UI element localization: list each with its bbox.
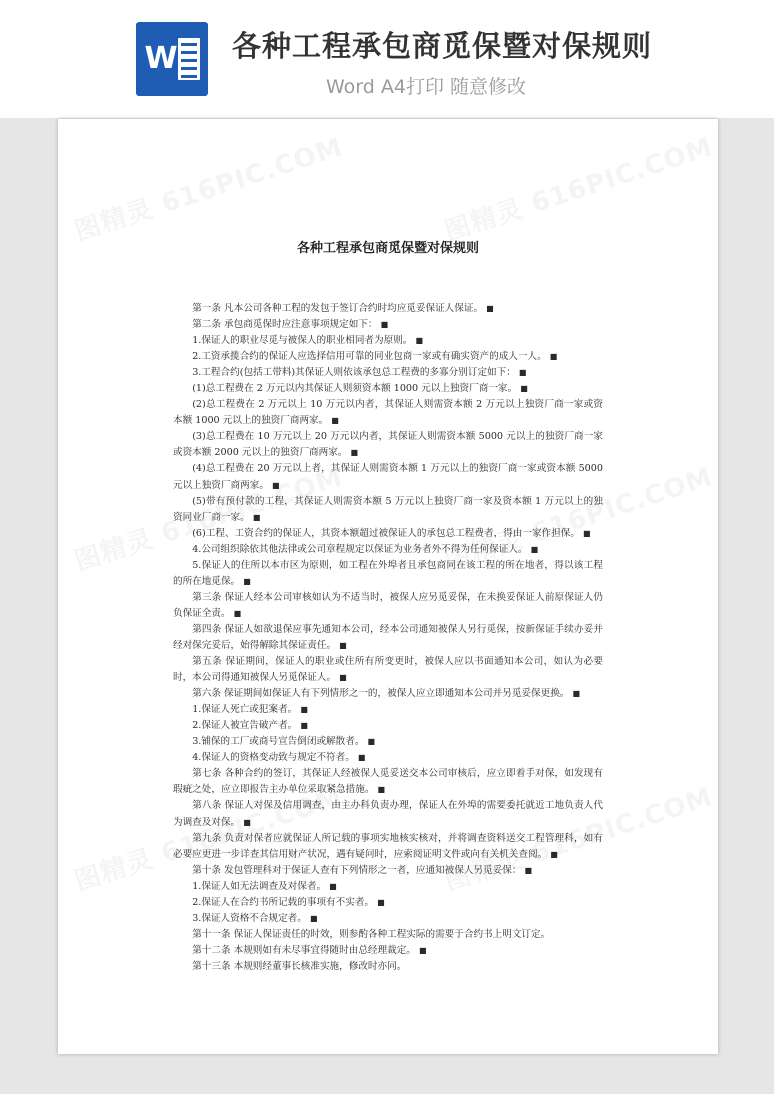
word-letter-icon: W bbox=[144, 41, 178, 76]
list-item: (6)工程、工资合约的保证人，其资本额超过被保证人的承包总工程费者，得由一家作担保。 ■ bbox=[192, 527, 591, 539]
watermark bbox=[439, 127, 717, 249]
list-item: (3)总工程费在 10 万元以上 20 万元以内者，其保证人则需资本额 5000 元以上的独资厂商一家或资本额 2000 元以上的独资厂商两家。 ■ bbox=[173, 431, 603, 459]
list-item: 3.铺保的工厂或商号宣告倒闭或解散者。 ■ bbox=[192, 736, 376, 748]
article-9: 第九条 负责对保者应就保证人所记载的事项实地核实核对，并将调查资料送交工程管理科，如有必要应更进一步详查其信用财产状况，遇有疑问时，应索阅证明文件或向有关机关查阅。 ■ bbox=[173, 832, 603, 860]
article-8: 第八条 保证人对保及信用调查，由主办科负责办理，保证人在外埠的需要委托就近工地负责人代为调查及对保。 ■ bbox=[173, 800, 603, 828]
article-12: 第十二条 本规则如有未尽事宜得随时由总经理裁定。 ■ bbox=[192, 944, 427, 956]
list-item: 1.保证人如无法调查及对保者。 ■ bbox=[192, 880, 337, 892]
list-item: 1.保证人死亡或犯案者。 ■ bbox=[192, 704, 308, 716]
list-item: (4)总工程费在 20 万元以上者，其保证人则需资本额 1 万元以上的独资厂商一家或资本额 5000 元以上独资厂商两家。 ■ bbox=[173, 463, 603, 491]
article-13: 第十三条 本规则经董事长核准实施，修改时亦同。 bbox=[192, 960, 407, 972]
article-4: 第四条 保证人如欲退保应事先通知本公司，经本公司通知被保人另行觅保，按新保证手续办妥并经对保完妥后，始得解除其保证责任。 ■ bbox=[173, 623, 603, 651]
list-item: (2)总工程费在 2 万元以上 10 万元以内者，其保证人则需资本额 2 万元以上独资厂商一家或资本额 1000 元以上的独资厂商两家。 ■ bbox=[173, 399, 603, 427]
article-2: 第二条 承包商觅保时应注意事项规定如下： ■ bbox=[192, 319, 389, 331]
article-5: 第五条 保证期间，保证人的职业或住所有所变更时，被保人应以书面通知本公司，如认为必要时，本公司得通知被保人另觅保证人。 ■ bbox=[173, 656, 603, 684]
watermark bbox=[69, 127, 347, 249]
header-subtitle: Word A4打印 随意修改 bbox=[326, 76, 527, 98]
article-7: 第七条 各种合约的签订，其保证人经被保人觅妥送交本公司审核后，应立即着手对保，如发现有瑕疵之处，应立即报告主办单位采取紧急措施。 ■ bbox=[173, 768, 603, 796]
list-item: 4.保证人的资格变动致与规定不符者。 ■ bbox=[192, 752, 366, 764]
document-body bbox=[173, 301, 603, 975]
list-item: 2.工资承揽合约的保证人应选择信用可靠的同业包商一家或有确实资产的成人一人。 ■ bbox=[192, 351, 558, 363]
list-item: 5.保证人的住所以本市区为原则，如工程在外埠者且承包商同在该工程的所在地者，得以该工程的所在地觅保。 ■ bbox=[173, 559, 603, 587]
article-6: 第六条 保证期间如保证人有下列情形之一的，被保人应立即通知本公司并另觅妥保更换。 ■ bbox=[192, 688, 581, 700]
header-banner bbox=[0, 0, 774, 118]
list-item: (5)带有预付款的工程，其保证人则需资本额 5 万元以上独资厂商一家及资本额 1 万元以上的独资同业厂商一家。 ■ bbox=[173, 495, 603, 523]
list-item: 3.保证人资格不合规定者。 ■ bbox=[192, 912, 318, 924]
document-page bbox=[58, 119, 718, 1054]
list-item: 3.工程合约(包括工带料)其保证人则依该承包总工程费的多寡分别订定如下： ■ bbox=[192, 367, 527, 379]
word-document-icon bbox=[136, 22, 208, 96]
list-item: 1.保证人的职业尽觅与被保人的职业相同者为原则。 ■ bbox=[192, 335, 424, 347]
list-item: 2.保证人被宣告破产者。 ■ bbox=[192, 720, 308, 732]
article-3: 第三条 保证人经本公司审核如认为不适当时，被保人应另觅妥保，在未换妥保证人前原保证人仍负保证全责。 ■ bbox=[173, 591, 603, 619]
article-1: 第一条 凡本公司各种工程的发包于签订合约时均应觅妥保证人保证。 ■ bbox=[192, 303, 494, 314]
document-lines-icon bbox=[178, 38, 200, 80]
article-11: 第十一条 保证人保证责任的时效，则参酌各种工程实际的需要于合约书上明文订定。 bbox=[192, 928, 551, 940]
header-title: 各种工程承包商觅保暨对保规则 bbox=[232, 29, 653, 63]
list-item: 2.保证人在合约书所记载的事项有不实者。 ■ bbox=[192, 896, 385, 908]
document-title: 各种工程承包商觅保暨对保规则 bbox=[296, 241, 479, 256]
article-10: 第十条 发包管理科对于保证人查有下列情形之一者，应通知被保人另觅妥保： ■ bbox=[192, 864, 533, 876]
list-item: 4.公司组织除依其他法律或公司章程规定以保证为业务者外不得为任何保证人。 ■ bbox=[192, 543, 539, 555]
list-item: (1)总工程费在 2 万元以内其保证人则须资本额 1000 元以上独资厂商一家。 ■ bbox=[192, 383, 528, 395]
